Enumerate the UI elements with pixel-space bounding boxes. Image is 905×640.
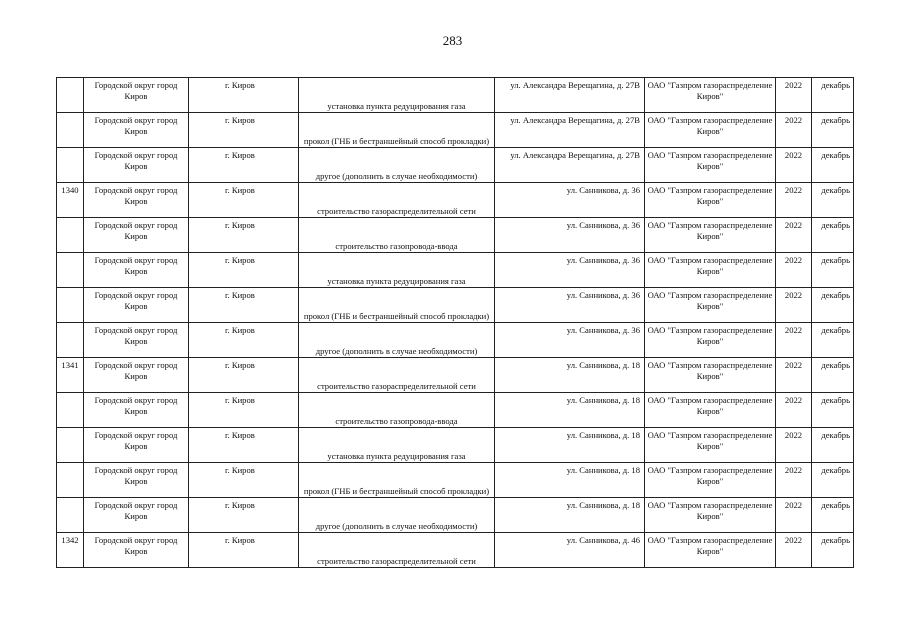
row-number	[57, 78, 84, 113]
municipality-cell: Городской округ город Киров	[84, 218, 189, 253]
table-row	[57, 288, 854, 323]
year-cell: 2022	[776, 393, 812, 428]
organization-cell: ОАО "Газпром газораспределение Киров"	[645, 323, 776, 358]
row-number	[57, 113, 84, 148]
year-cell: 2022	[776, 323, 812, 358]
address-cell: ул. Санникова, д. 18	[495, 498, 645, 533]
table-body	[57, 78, 854, 568]
city-cell: г. Киров	[189, 148, 299, 183]
year-cell: 2022	[776, 148, 812, 183]
work-type-cell: установка пункта редуцирования газа	[299, 428, 495, 463]
municipality-cell: Городской округ город Киров	[84, 533, 189, 568]
table-row	[57, 463, 854, 498]
work-type-cell: прокол (ГНБ и бестраншейный способ прокладки)	[299, 288, 495, 323]
address-cell: ул. Александра Верещагина, д. 27В	[495, 148, 645, 183]
work-type-cell: другое (дополнить в случае необходимости)	[299, 148, 495, 183]
work-type-cell: прокол (ГНБ и бестраншейный способ прокладки)	[299, 113, 495, 148]
address-cell: ул. Санникова, д. 18	[495, 463, 645, 498]
address-cell: ул. Санникова, д. 36	[495, 218, 645, 253]
city-cell: г. Киров	[189, 183, 299, 218]
table-row	[57, 393, 854, 428]
year-cell: 2022	[776, 113, 812, 148]
month-cell: декабрь	[812, 498, 854, 533]
month-cell: декабрь	[812, 358, 854, 393]
table-row	[57, 183, 854, 218]
table-row	[57, 113, 854, 148]
organization-cell: ОАО "Газпром газораспределение Киров"	[645, 148, 776, 183]
table-row	[57, 498, 854, 533]
address-cell: ул. Санникова, д. 36	[495, 183, 645, 218]
organization-cell: ОАО "Газпром газораспределение Киров"	[645, 463, 776, 498]
address-cell: ул. Санникова, д. 18	[495, 428, 645, 463]
month-cell: декабрь	[812, 218, 854, 253]
table-row	[57, 428, 854, 463]
organization-cell: ОАО "Газпром газораспределение Киров"	[645, 428, 776, 463]
city-cell: г. Киров	[189, 113, 299, 148]
city-cell: г. Киров	[189, 323, 299, 358]
organization-cell: ОАО "Газпром газораспределение Киров"	[645, 393, 776, 428]
row-number	[57, 393, 84, 428]
organization-cell: ОАО "Газпром газораспределение Киров"	[645, 113, 776, 148]
address-cell: ул. Александра Верещагина, д. 27В	[495, 78, 645, 113]
municipality-cell: Городской округ город Киров	[84, 463, 189, 498]
table-row	[57, 78, 854, 113]
month-cell: декабрь	[812, 253, 854, 288]
work-type-cell: прокол (ГНБ и бестраншейный способ прокладки)	[299, 463, 495, 498]
row-number: 1340	[57, 183, 84, 218]
table-row	[57, 323, 854, 358]
organization-cell: ОАО "Газпром газораспределение Киров"	[645, 498, 776, 533]
row-number	[57, 148, 84, 183]
municipality-cell: Городской округ город Киров	[84, 148, 189, 183]
city-cell: г. Киров	[189, 358, 299, 393]
year-cell: 2022	[776, 78, 812, 113]
municipality-cell: Городской округ город Киров	[84, 253, 189, 288]
address-cell: ул. Санникова, д. 18	[495, 358, 645, 393]
municipality-cell: Городской округ город Киров	[84, 288, 189, 323]
month-cell: декабрь	[812, 113, 854, 148]
row-number: 1342	[57, 533, 84, 568]
row-number: 1341	[57, 358, 84, 393]
table-row	[57, 148, 854, 183]
city-cell: г. Киров	[189, 253, 299, 288]
organization-cell: ОАО "Газпром газораспределение Киров"	[645, 358, 776, 393]
municipality-cell: Городской округ город Киров	[84, 393, 189, 428]
city-cell: г. Киров	[189, 393, 299, 428]
work-type-cell: строительство газопровода-ввода	[299, 218, 495, 253]
work-type-cell: строительство газораспределительной сети	[299, 533, 495, 568]
year-cell: 2022	[776, 533, 812, 568]
organization-cell: ОАО "Газпром газораспределение Киров"	[645, 533, 776, 568]
city-cell: г. Киров	[189, 498, 299, 533]
table-row	[57, 218, 854, 253]
address-cell: ул. Санникова, д. 36	[495, 253, 645, 288]
organization-cell: ОАО "Газпром газораспределение Киров"	[645, 78, 776, 113]
year-cell: 2022	[776, 288, 812, 323]
year-cell: 2022	[776, 358, 812, 393]
month-cell: декабрь	[812, 533, 854, 568]
city-cell: г. Киров	[189, 288, 299, 323]
city-cell: г. Киров	[189, 533, 299, 568]
municipality-cell: Городской округ город Киров	[84, 323, 189, 358]
month-cell: декабрь	[812, 323, 854, 358]
city-cell: г. Киров	[189, 463, 299, 498]
year-cell: 2022	[776, 428, 812, 463]
organization-cell: ОАО "Газпром газораспределение Киров"	[645, 253, 776, 288]
month-cell: декабрь	[812, 288, 854, 323]
row-number	[57, 323, 84, 358]
organization-cell: ОАО "Газпром газораспределение Киров"	[645, 288, 776, 323]
work-type-cell: установка пункта редуцирования газа	[299, 78, 495, 113]
row-number	[57, 288, 84, 323]
year-cell: 2022	[776, 463, 812, 498]
month-cell: декабрь	[812, 393, 854, 428]
work-type-cell: строительство газопровода-ввода	[299, 393, 495, 428]
row-number	[57, 253, 84, 288]
month-cell: декабрь	[812, 428, 854, 463]
organization-cell: ОАО "Газпром газораспределение Киров"	[645, 183, 776, 218]
month-cell: декабрь	[812, 148, 854, 183]
municipality-cell: Городской округ город Киров	[84, 358, 189, 393]
month-cell: декабрь	[812, 78, 854, 113]
municipality-cell: Городской округ город Киров	[84, 113, 189, 148]
year-cell: 2022	[776, 218, 812, 253]
work-type-cell: другое (дополнить в случае необходимости)	[299, 323, 495, 358]
table-row	[57, 253, 854, 288]
address-cell: ул. Санникова, д. 18	[495, 393, 645, 428]
year-cell: 2022	[776, 498, 812, 533]
address-cell: ул. Санникова, д. 36	[495, 323, 645, 358]
month-cell: декабрь	[812, 463, 854, 498]
municipality-cell: Городской округ город Киров	[84, 78, 189, 113]
row-number	[57, 218, 84, 253]
municipality-cell: Городской округ город Киров	[84, 428, 189, 463]
year-cell: 2022	[776, 253, 812, 288]
address-cell: ул. Александра Верещагина, д. 27В	[495, 113, 645, 148]
address-cell: ул. Санникова, д. 46	[495, 533, 645, 568]
organization-cell: ОАО "Газпром газораспределение Киров"	[645, 218, 776, 253]
month-cell: декабрь	[812, 183, 854, 218]
year-cell: 2022	[776, 183, 812, 218]
work-type-cell: строительство газораспределительной сети	[299, 358, 495, 393]
row-number	[57, 428, 84, 463]
municipality-cell: Городской округ город Киров	[84, 183, 189, 218]
row-number	[57, 498, 84, 533]
municipality-cell: Городской округ город Киров	[84, 498, 189, 533]
page-number: 283	[442, 33, 463, 48]
work-type-cell: строительство газораспределительной сети	[299, 183, 495, 218]
table-row	[57, 533, 854, 568]
work-type-cell: установка пункта редуцирования газа	[299, 253, 495, 288]
city-cell: г. Киров	[189, 78, 299, 113]
city-cell: г. Киров	[189, 218, 299, 253]
work-type-cell: другое (дополнить в случае необходимости)	[299, 498, 495, 533]
row-number	[57, 463, 84, 498]
table-row	[57, 358, 854, 393]
gasification-table	[56, 77, 854, 568]
address-cell: ул. Санникова, д. 36	[495, 288, 645, 323]
city-cell: г. Киров	[189, 428, 299, 463]
